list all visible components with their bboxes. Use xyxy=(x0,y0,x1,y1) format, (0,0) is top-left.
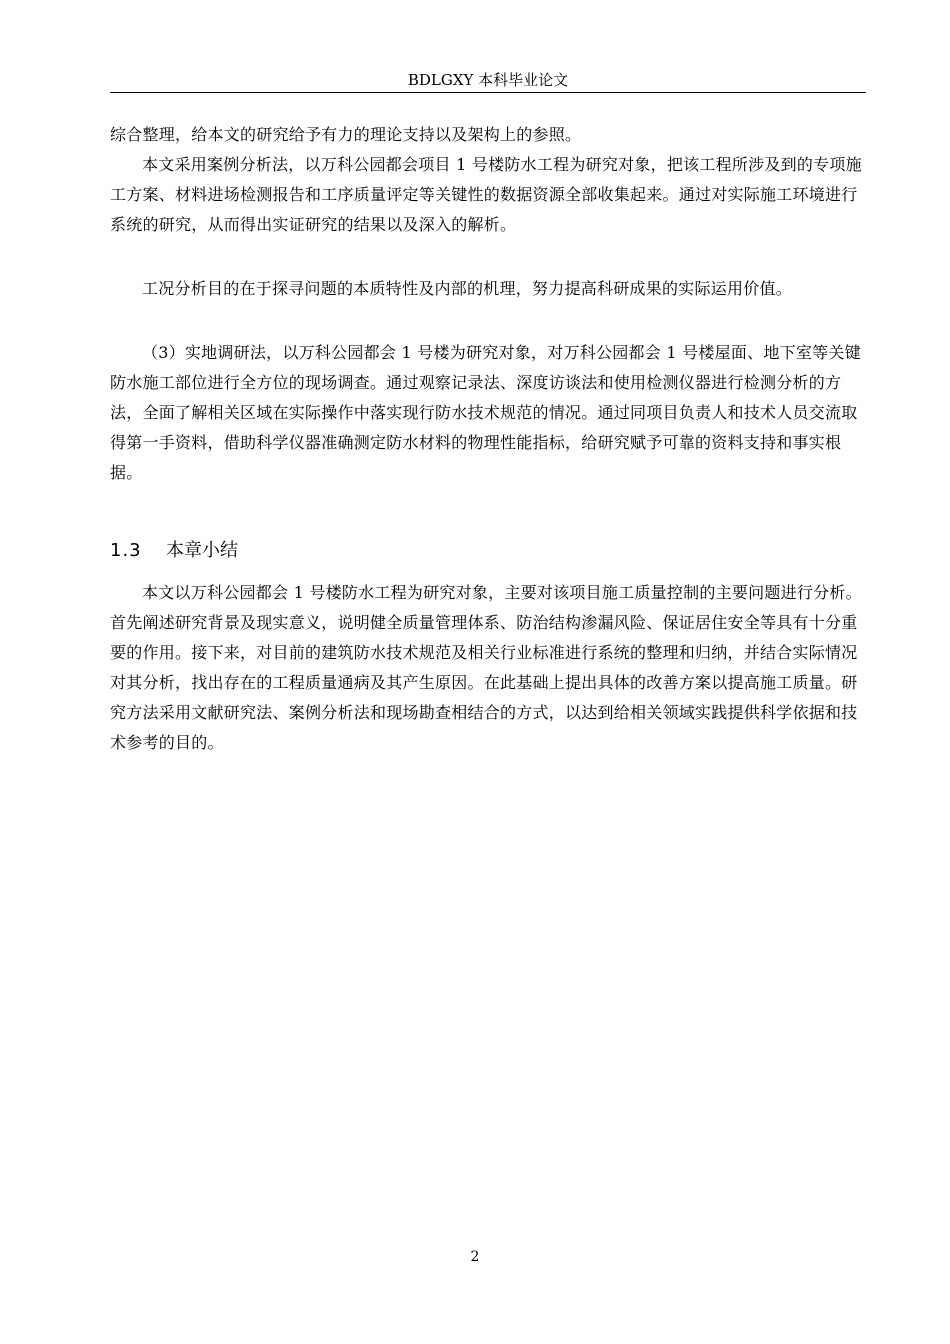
section-heading xyxy=(110,537,238,565)
body-paragraph-1: 综合整理，给本文的研究给予有力的理论支持以及架构上的参照。 xyxy=(110,125,582,144)
section-title: 本章小结 xyxy=(166,540,238,561)
body-paragraph-3: 工况分析目的在于探寻问题的本质特性及内部的机理，努力提高科研成果的实际运用价值。 xyxy=(142,279,793,298)
header-title: BDLGXY 本科毕业论文 xyxy=(407,71,569,89)
body-paragraph-2: 本文采用案例分析法，以万科公园都会项目 1 号楼防水工程为研究对象，把该工程所涉及到的专项施工方案、材料进场检测报告和工序质量评定等关键性的数据资源全部收集起来。通过对实际施工环境进行系统的研究，从而得出实证研究的结果以及深入的解析。 xyxy=(110,155,862,234)
page-number: 2 xyxy=(470,1249,480,1265)
section-paragraph: 本文以万科公园都会 1 号楼防水工程为研究对象，主要对该项目施工质量控制的主要问题进行分析。首先阐述研究背景及现实意义，说明健全质量管理体系、防治结构渗漏风险、保证居住安全等具有十分重要的作用。接下来，对目前的建筑防水技术规范及相关行业标准进行系统的整理和归纳，并结合实际情况对其分析，找出存在的工程质量通病及其产生原因。在此基础上提出具体的改善方案以提高施工质量。研究方法采用文献研究法、案例分析法和现场勘查相结合的方式，以达到给相关领域实践提供科学依据和技术参考的目的。 xyxy=(110,583,862,752)
section-number: 1.3 xyxy=(110,540,142,561)
page-header xyxy=(110,70,866,93)
body-paragraph-4: （3）实地调研法，以万科公园都会 1 号楼为研究对象，对万科公园都会 1 号楼屋面、地下室等关键防水施工部位进行全方位的现场调查。通过观察记录法、深度访谈法和使用检测仪器进行检测分析的方法，全面了解相关区域在实际操作中落实现行防水技术规范的情况。通过同项目负责人和技术人员交流取得第一手资料，借助科学仪器准确测定防水材料的物理性能指标，给研究赋予可靠的资料支持和事实根据。 xyxy=(110,343,861,482)
